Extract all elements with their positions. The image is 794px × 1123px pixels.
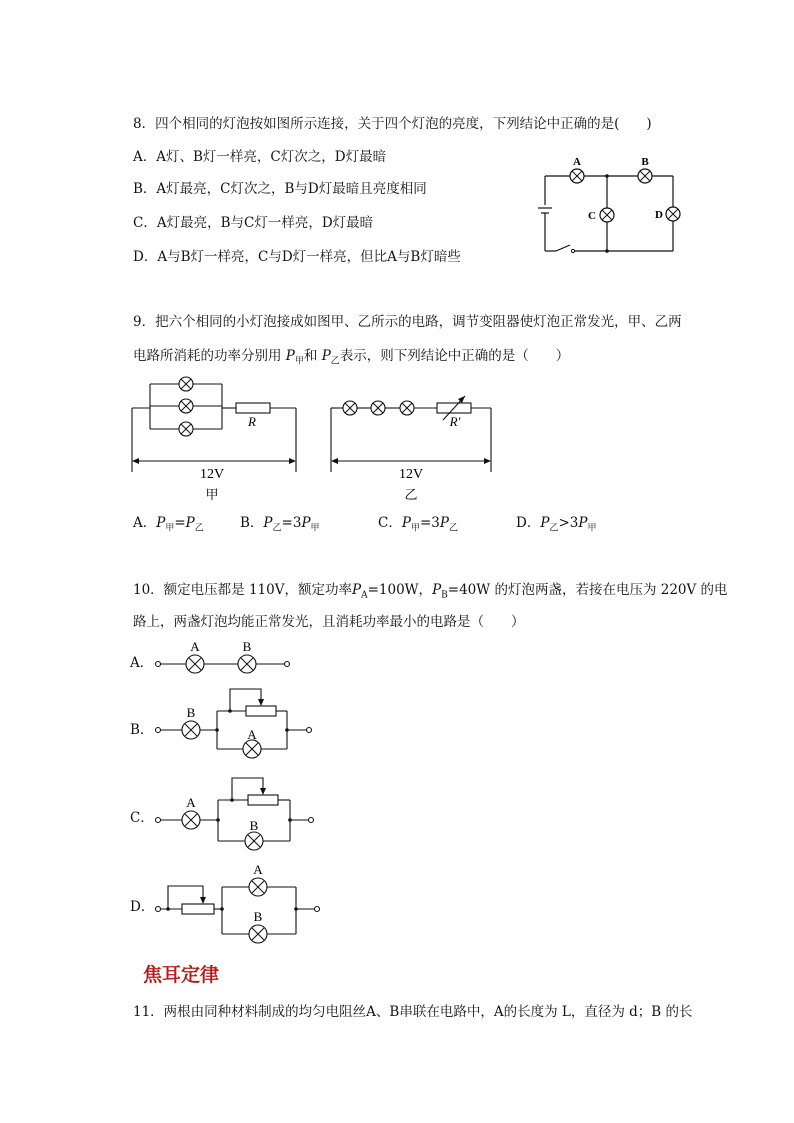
q10-option-b-label: B． [130, 722, 154, 738]
lamp-d-label: D [655, 209, 663, 221]
q9-stem-line2: 电路所消耗的功率分别用 $P_甲$和 $P_乙$表示，则下列结论中正确的是（ ） [133, 348, 570, 367]
q10-stem-line1: 10．额定电压都是 110V，额定功率$P_A=100W$，$P_B=40W$ 的灯泡两盏，若接在电压为 220V 的电 [133, 582, 728, 601]
q11-stem-line1: 11．两根由同种材料制成的均匀电阻丝A、B串联在电路中，A的长度为 L，直径为 d；B 的长 [133, 1004, 693, 1020]
voltage-label: 12V [199, 467, 225, 482]
terminal-icon [285, 662, 290, 667]
q10-circuit-a [150, 638, 300, 678]
lamp-icon [179, 399, 193, 413]
q10-circuit-c [150, 773, 320, 853]
lamp-icon [343, 401, 357, 415]
lamp-b-icon [249, 925, 267, 943]
q9-option-d: D．$P_乙>3P_甲$ [516, 515, 597, 534]
q8-circuit-diagram [528, 152, 698, 262]
lamp-icon [371, 401, 385, 415]
terminal-icon [156, 818, 161, 823]
lamp-c-label: C [588, 210, 596, 222]
lamp-icon [179, 377, 193, 391]
resistor-label: R [248, 414, 256, 429]
q9-stem-line1: 9．把六个相同的小灯泡接成如图甲、乙所示的电路，调节变阻器使灯泡正常发光，甲、乙两 [133, 314, 682, 330]
terminal-icon [315, 907, 320, 912]
lamp-icon [400, 401, 414, 415]
lamp-b-icon [238, 655, 256, 673]
lamp-a-icon [243, 740, 261, 758]
lamp-b-label: B [186, 705, 196, 720]
q10-option-a-label: A． [130, 655, 154, 671]
voltage-label: 12V [398, 467, 424, 482]
lamp-a-label: A [247, 727, 257, 742]
q10-option-c-label: C． [130, 810, 154, 826]
terminal-icon [156, 728, 161, 733]
lamp-a-label: A [253, 862, 263, 877]
lamp-a-icon [182, 811, 200, 829]
lamp-a-icon [570, 169, 584, 183]
q8-option-a: A．A灯、B灯一样亮，C灯次之，D灯最暗 [133, 149, 387, 165]
lamp-b-label: B [253, 909, 263, 924]
circuit-caption: 乙 [404, 487, 418, 502]
lamp-d-icon [666, 207, 680, 221]
terminal-icon [307, 728, 312, 733]
terminal-icon [156, 662, 161, 667]
lamp-a-icon [249, 878, 267, 896]
lamp-a-icon [186, 655, 204, 673]
lamp-b-icon [638, 169, 652, 183]
q8-option-b: B．A灯最亮，C灯次之，B与D灯最暗且亮度相同 [133, 181, 427, 197]
q10-option-d-label: D． [130, 899, 155, 915]
lamp-icon [179, 422, 193, 436]
lamp-b-icon [245, 832, 263, 850]
circuit-caption: 甲 [205, 487, 219, 502]
lamp-b-label: B [242, 639, 252, 654]
lamp-a-label: A [186, 795, 196, 810]
section-title: 焦耳定律 [143, 964, 220, 986]
terminal-icon [156, 907, 161, 912]
lamp-a-label: A [190, 639, 200, 654]
q9-option-b: B．$P_乙=3P_甲$ [240, 515, 320, 534]
lamp-b-label: B [249, 818, 259, 833]
q8-option-c: C．A灯最亮，B与C灯一样亮，D灯最暗 [133, 215, 374, 231]
lamp-b-icon [182, 721, 200, 739]
q10-circuit-d [150, 862, 330, 947]
q10-circuit-b [150, 685, 320, 760]
q9-circuit-jia [128, 372, 303, 507]
q8-option-d: D．A与B灯一样亮，C与D灯一样亮，但比A与B灯暗些 [133, 249, 461, 265]
lamp-b-label: B [641, 156, 649, 168]
lamp-a-label: A [573, 156, 581, 168]
q9-circuit-yi [327, 372, 502, 507]
q9-option-c: C．$P_甲=3P_乙$ [378, 515, 458, 534]
terminal-icon [309, 818, 314, 823]
q10-stem-line2: 路上，两盏灯泡均能正常发光，且消耗功率最小的电路是（ ） [133, 614, 525, 630]
q8-stem: 8．四个相同的灯泡按如图所示连接，关于四个灯泡的亮度，下列结论中正确的是( ) [133, 116, 652, 132]
q9-option-a: A．$P_甲=P_乙$ [133, 515, 204, 534]
rheostat-label: R′ [449, 414, 461, 429]
lamp-c-icon [600, 208, 614, 222]
